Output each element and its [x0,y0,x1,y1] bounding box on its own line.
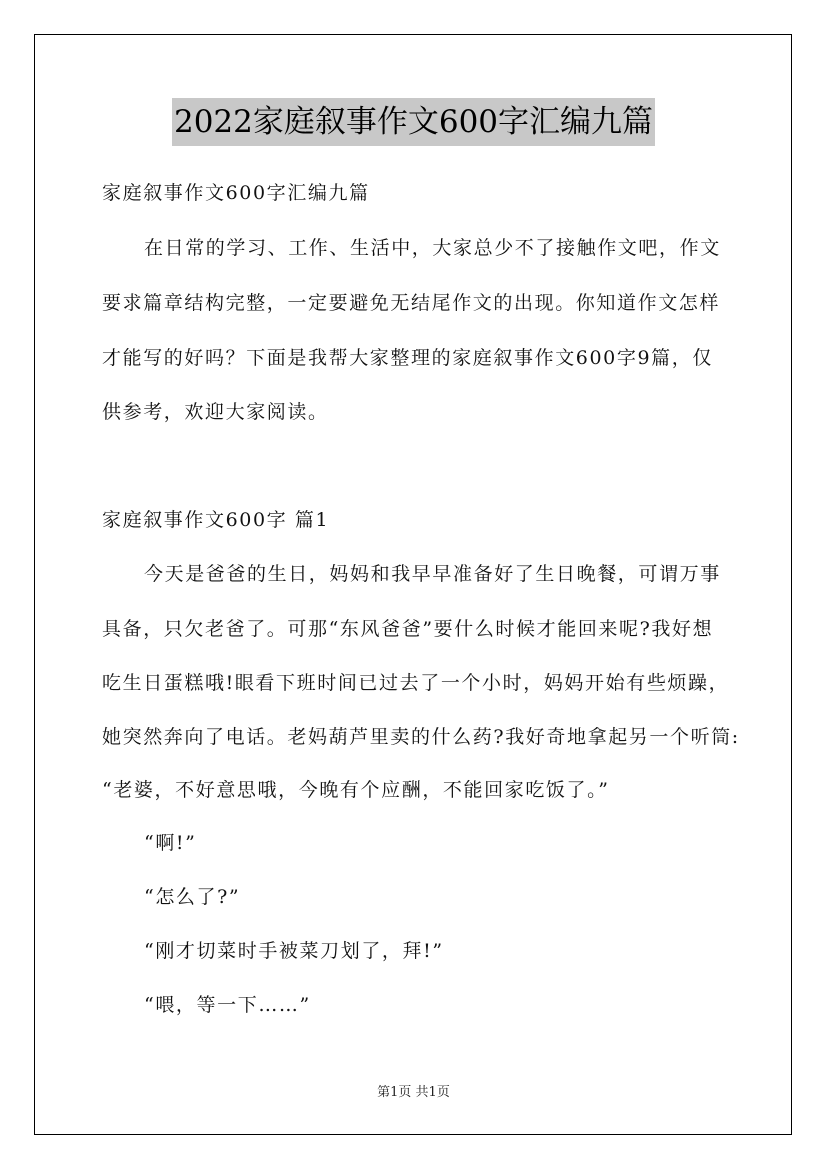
intro-line: 供参考，欢迎大家阅读。 [102,401,329,423]
page-footer: 第1页 共1页 [377,1085,450,1100]
body-line: 具备，只欠老爸了。可那“东风爸爸”要什么时候才能回来呢?我好想 [102,618,714,640]
title-container [0,98,827,146]
intro-line: 在日常的学习、工作、生活中，大家总少不了接触作文吧，作文 [144,237,721,259]
dialogue-line: “喂，等一下……” [144,994,311,1016]
body-line: “老婆，不好意思哦，今晚有个应酬，不能回家吃饭了。” [102,779,610,801]
dialogue-line: “啊!” [144,832,197,854]
dialogue-line: “怎么了?” [144,886,241,908]
body-line: 今天是爸爸的生日，妈妈和我早早准备好了生日晚餐，可谓万事 [144,563,721,585]
document-subtitle: 家庭叙事作文600字汇编九篇 [102,182,370,204]
intro-line: 要求篇章结构完整，一定要避免无结尾作文的出现。你知道作文怎样 [102,292,721,314]
body-line: 吃生日蛋糕哦!眼看下班时间已过去了一个小时，妈妈开始有些烦躁， [102,672,730,694]
body-line: 她突然奔向了电话。老妈葫芦里卖的什么药?我好奇地拿起另一个听筒: [102,726,740,748]
document-title: 2022家庭叙事作文600字汇编九篇 [172,98,655,146]
section-heading: 家庭叙事作文600字 篇1 [102,509,330,531]
dialogue-line: “刚才切菜时手被菜刀划了，拜!” [144,940,444,962]
intro-line: 才能写的好吗？下面是我帮大家整理的家庭叙事作文600字9篇，仅 [102,347,713,369]
